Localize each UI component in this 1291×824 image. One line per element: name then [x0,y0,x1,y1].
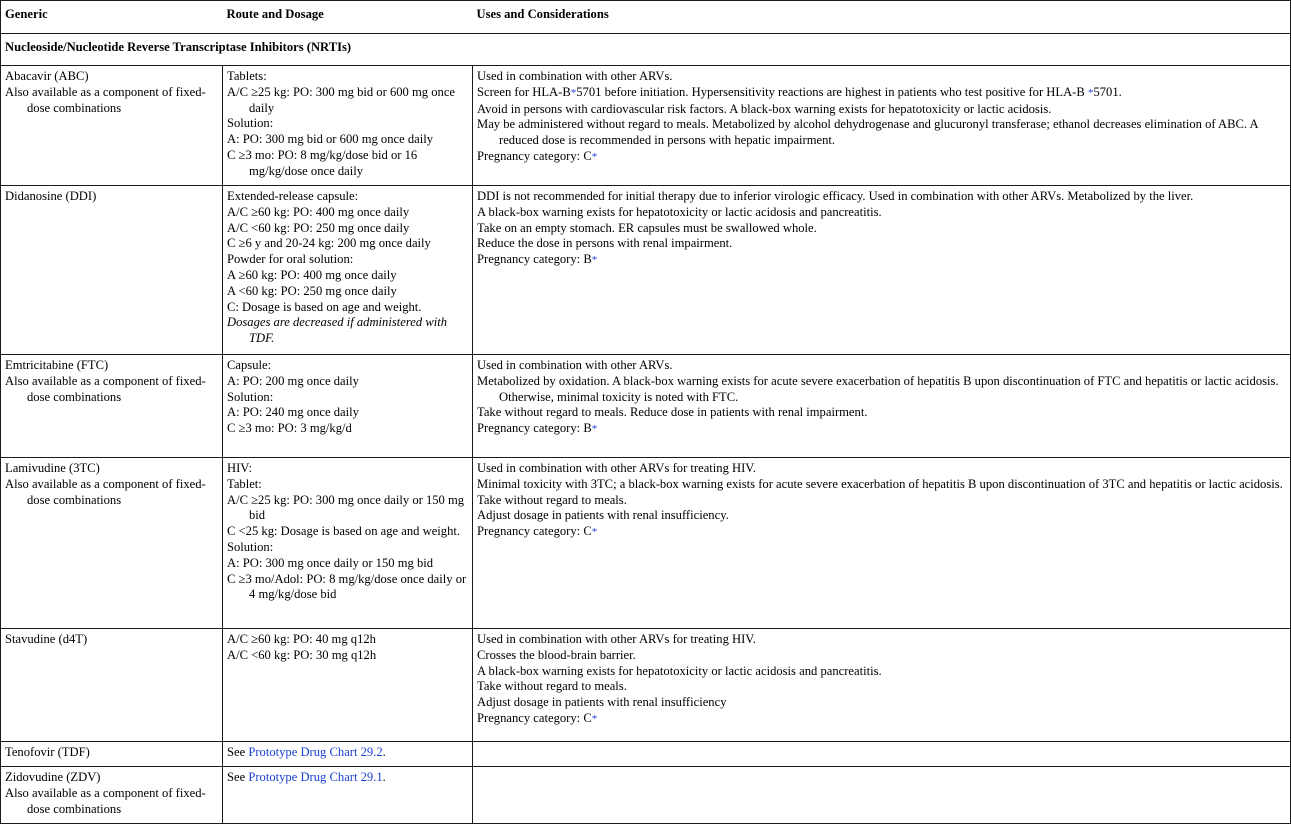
uses-line: Take on an empty stomach. ER capsules must be swallowed whole. [477,220,817,235]
table-row [1,629,1291,742]
route-line: Extended-release capsule: [227,189,359,203]
prototype-drug-chart-link[interactable]: Prototype Drug Chart 29.1 [248,770,383,784]
route-line: Tablets: [227,69,267,83]
route-cell [223,629,473,742]
drug-name: Emtricitabine (FTC) [5,358,109,372]
route-line: A/C ≥25 kg: PO: 300 mg once daily or 150 mg bid [227,492,465,523]
footnote-asterisk[interactable]: * [1087,86,1094,99]
pregnancy-category: Pregnancy category: C* [477,148,598,163]
drug-note: Also available as a component of fixed-dose combinations [5,785,206,816]
route-line: A/C ≥60 kg: PO: 400 mg once daily [227,204,410,219]
route-line: C <25 kg: Dosage is based on age and weight. [227,524,461,539]
route-cell [223,186,473,355]
uses-cell [473,629,1291,742]
footnote-asterisk[interactable]: * [591,526,598,539]
route-cell [223,458,473,629]
uses-line: Adjust dosage in patients with renal insufficiency [477,695,727,710]
route-line: A/C ≥60 kg: PO: 40 mg q12h [227,632,376,646]
uses-cell [473,458,1291,629]
drug-note: Also available as a component of fixed-dose combinations [5,84,206,115]
uses-cell [473,186,1291,355]
uses-cell [473,66,1291,186]
footnote-asterisk[interactable]: * [591,254,598,267]
route-line: A/C <60 kg: PO: 250 mg once daily [227,220,410,235]
header-generic: Generic [1,1,223,34]
route-line: A: PO: 300 mg once daily or 150 mg bid [227,555,434,570]
route-line: A: PO: 300 mg bid or 600 mg once daily [227,132,434,147]
uses-cell [473,742,1291,767]
section-row [1,34,1291,66]
generic-cell [1,355,223,458]
drug-name: Tenofovir (TDF) [5,745,90,759]
uses-line: Screen for HLA-B*5701 before initiation. Hypersensitivity reactions are highest in patients who test positive for HLA-B *5701. [477,84,1122,99]
route-line: Powder for oral solution: [227,252,354,267]
generic-cell [1,66,223,186]
uses-line: A black-box warning exists for hepatotoxicity or lactic acidosis and pancreatitis. [477,663,882,678]
pregnancy-category: Pregnancy category: B* [477,421,598,436]
route-line: HIV: [227,461,252,475]
route-line: Solution: [227,116,274,131]
route-line: Tablet: [227,476,262,491]
uses-line: DDI is not recommended for initial therapy due to inferior virologic efficacy. Used in combination with other ARVs. Metabolized by the liver. [477,189,1194,203]
footnote-asterisk[interactable]: * [591,423,598,436]
generic-cell [1,742,223,767]
drug-name: Abacavir (ABC) [5,69,89,83]
drug-note: Also available as a component of fixed-dose combinations [5,476,206,507]
uses-line: Used in combination with other ARVs. [477,69,673,83]
route-cell [223,355,473,458]
footnote-asterisk[interactable]: * [591,712,598,725]
route-cell: See Prototype Drug Chart 29.2. [223,742,473,767]
uses-line: A black-box warning exists for hepatotoxicity or lactic acidosis and pancreatitis. [477,204,882,219]
header-uses-considerations: Uses and Considerations [473,1,1291,34]
pregnancy-category: Pregnancy category: C* [477,710,598,725]
route-line: C: Dosage is based on age and weight. [227,299,422,314]
route-line: C ≥3 mo: PO: 3 mg/kg/d [227,421,352,436]
prototype-drug-chart-link[interactable]: Prototype Drug Chart 29.2 [248,745,383,759]
table-row [1,742,1291,767]
route-note: Dosages are decreased if administered with TDF. [227,315,448,346]
drug-note: Also available as a component of fixed-dose combinations [5,373,206,404]
route-line: A/C ≥25 kg: PO: 300 mg bid or 600 mg once daily [227,84,455,115]
uses-line: May be administered without regard to meals. Metabolized by alcohol dehydrogenase and glucuronyl transferase; ethanol decreases elimination of ABC. A reduced dose is recommended in persons with hepatic impairment. [477,117,1258,148]
route-line: C ≥3 mo/Adol: PO: 8 mg/kg/dose once daily or 4 mg/kg/dose bid [227,571,467,602]
route-line: Solution: [227,539,274,554]
footnote-asterisk[interactable]: * [591,150,598,163]
route-cell: See Prototype Drug Chart 29.1. [223,767,473,824]
route-line: A ≥60 kg: PO: 400 mg once daily [227,267,397,282]
route-line: A: PO: 200 mg once daily [227,373,359,388]
route-line: Solution: [227,389,274,404]
uses-line: Take without regard to meals. [477,492,627,507]
table-row [1,186,1291,355]
table-row [1,355,1291,458]
drug-name: Zidovudine (ZDV) [5,770,101,784]
route-line: A: PO: 240 mg once daily [227,405,359,420]
generic-cell [1,186,223,355]
section-title: Nucleoside/Nucleotide Reverse Transcriptase Inhibitors (NRTIs) [1,34,1291,66]
uses-line: Avoid in persons with cardiovascular risk factors. A black-box warning exists for hepatotoxicity or lactic acidosis. [477,101,1052,116]
uses-line: Used in combination with other ARVs for treating HIV. [477,632,756,646]
drug-name: Stavudine (d4T) [5,632,88,646]
uses-cell [473,355,1291,458]
table-row [1,458,1291,629]
uses-line: Minimal toxicity with 3TC; a black-box warning exists for acute severe exacerbation of hepatitis B upon discontinuation of 3TC and hepatitis or lactic acidosis. [477,476,1283,491]
generic-cell [1,458,223,629]
route-line: Capsule: [227,358,272,372]
pregnancy-category: Pregnancy category: B* [477,252,598,267]
table-row [1,66,1291,186]
uses-line: Take without regard to meals. Reduce dose in patients with renal impairment. [477,405,868,420]
route-line: A/C <60 kg: PO: 30 mg q12h [227,647,377,662]
uses-line: Used in combination with other ARVs. [477,358,673,372]
route-line: C ≥3 mo: PO: 8 mg/kg/dose bid or 16 mg/kg/dose once daily [227,147,418,178]
route-cell [223,66,473,186]
drug-name: Didanosine (DDI) [5,189,97,203]
uses-line: Crosses the blood-brain barrier. [477,647,636,662]
uses-line: Adjust dosage in patients with renal insufficiency. [477,508,729,523]
uses-line: Take without regard to meals. [477,679,627,694]
route-line: A <60 kg: PO: 250 mg once daily [227,283,397,298]
header-route-dosage: Route and Dosage [223,1,473,34]
uses-line: Used in combination with other ARVs for treating HIV. [477,461,756,475]
footnote-asterisk[interactable]: * [570,86,577,99]
table-header-row [1,1,1291,34]
generic-cell [1,629,223,742]
uses-line: Metabolized by oxidation. A black-box warning exists for acute severe exacerbation of hepatitis B upon discontinuation of FTC and hepatitis or lactic acidosis. Otherwise, minimal toxicity is noted with FTC. [477,373,1279,404]
drug-name: Lamivudine (3TC) [5,461,100,475]
pregnancy-category: Pregnancy category: C* [477,524,598,539]
route-line: C ≥6 y and 20-24 kg: 200 mg once daily [227,236,431,251]
uses-line: Reduce the dose in persons with renal impairment. [477,236,733,251]
